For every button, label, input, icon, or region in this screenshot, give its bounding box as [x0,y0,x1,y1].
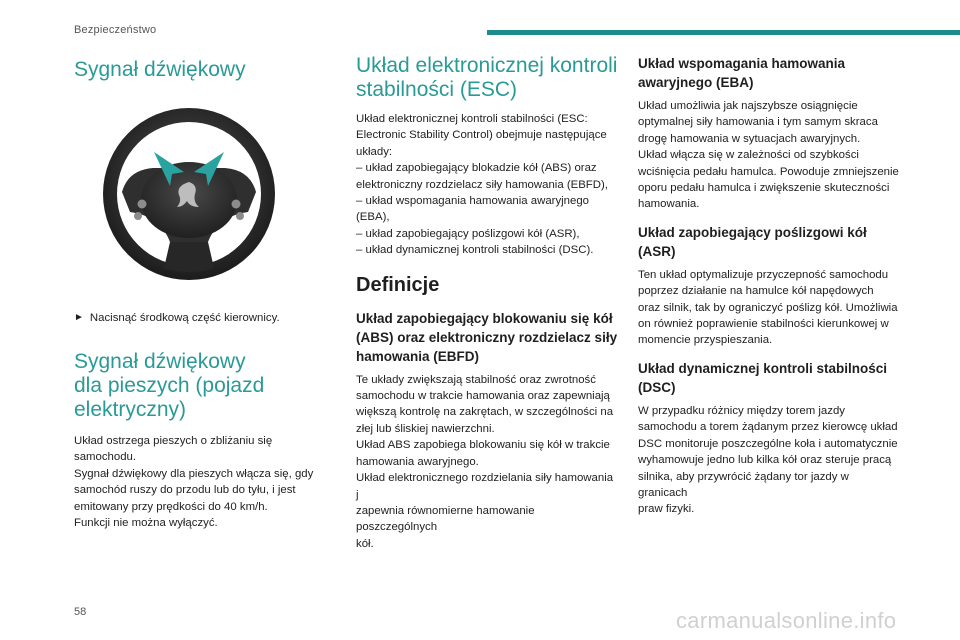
horn-instruction-text: Nacisnąć środkową część kierownicy. [89,312,280,324]
steering-wheel-illustration [98,100,280,286]
watermark: carmanualsonline.info [676,608,897,633]
column-esc [356,54,618,552]
abs-text: Te układy zwiększają stabilność oraz zwrotność samochodu w trakcie hamowania oraz zapewniają większą kontrolę na zakrętach, w szczególności na złej lub śliskiej nawierzchni. Układ ABS zapobiega blokowaniu się kół w trakcie hamowania awaryjnego. Układ elektronicznego rozdzielania siły hamowania j zapewnia równomierne hamowanie poszczególnych kół. [356,373,614,550]
eba-text: Układ umożliwia jak najszybsze osiągnięcie optymalnej siły hamowania i tym samym skraca drogę hamowania w sytuacjach awaryjnych. Układ włącza się w zależności od szybkości wciśnięcia pedału hamulca. Powoduje zmniejszenie oporu pedału hamulca i zwiększenie skuteczności hamowania. [638,100,899,211]
column-definitions [638,54,900,518]
asr-text: Ten układ optymalizuje przyczepność samochodu poprzez działanie na hamulce kół napędowych oraz silnik, tak by ograniczyć poślizg kół. Umożliwia on również poprawienie stabilności kierunkowej w momencie przyspieszania. [638,268,898,347]
eba-title: Układ wspomagania hamowania awaryjnego (EBA) [638,56,846,90]
asr-title: Układ zapobiegający poślizgowi kół (ASR) [638,224,867,259]
section-header: Bezpieczeństwo [74,24,157,36]
horn-instruction [74,310,336,326]
column-horn [74,54,336,531]
steering-wheel-icon [98,100,280,286]
horn-title: Sygnał dźwiękowy [74,58,246,81]
esc-title: Układ elektronicznej kontroli stabilności (ESC) [356,54,618,101]
header-accent-bar [487,30,960,35]
pedestrian-horn-title: Sygnał dźwiękowy dla pieszych (pojazd elektryczny) [74,350,265,421]
abs-title: Układ zapobiegający blokowaniu się kół (ABS) oraz elektroniczny rozdzielacz siły hamowania (EBFD) [356,310,618,364]
dsc-title: Układ dynamicznej kontroli stabilności (DSC) [638,360,888,395]
dsc-text: W przypadku różnicy między torem jazdy samochodu a torem żądanym przez kierowcę układ DSC monitoruje poszczególne koła i automatycznie wyhamowuje jedno lub kilka kół oraz steruje pracą silnika, aby przywrócić żądany tor jazdy w granicach praw fizyki. [638,404,898,516]
pedestrian-horn-text: Układ ostrzega pieszych o zbliżaniu się samochodu. Sygnał dźwiękowy dla pieszych włącza się, gdy samochód ruszy do przodu lub do tyłu, i jest emitowany przy prędkości do 40 km/h. Funkcji nie można wyłączyć. [74,435,314,530]
definitions-title: Definicje [356,273,440,296]
bullet-arrow-icon: ► [74,312,84,323]
page-number: 58 [74,606,87,618]
esc-intro: Układ elektronicznej kontroli stabilności (ESC: Electronic Stability Control) obejmuje następujące układy: – układ zapobiegający blokadzie kół (ABS) oraz elektroniczny rozdzielacz siły hamowania (EBFD), – układ wspomagania hamowania awaryjnego (EBA), – układ zapobiegający poślizgowi kół (ASR), – układ dynamicznej kontroli stabilności (DSC). [356,113,608,257]
